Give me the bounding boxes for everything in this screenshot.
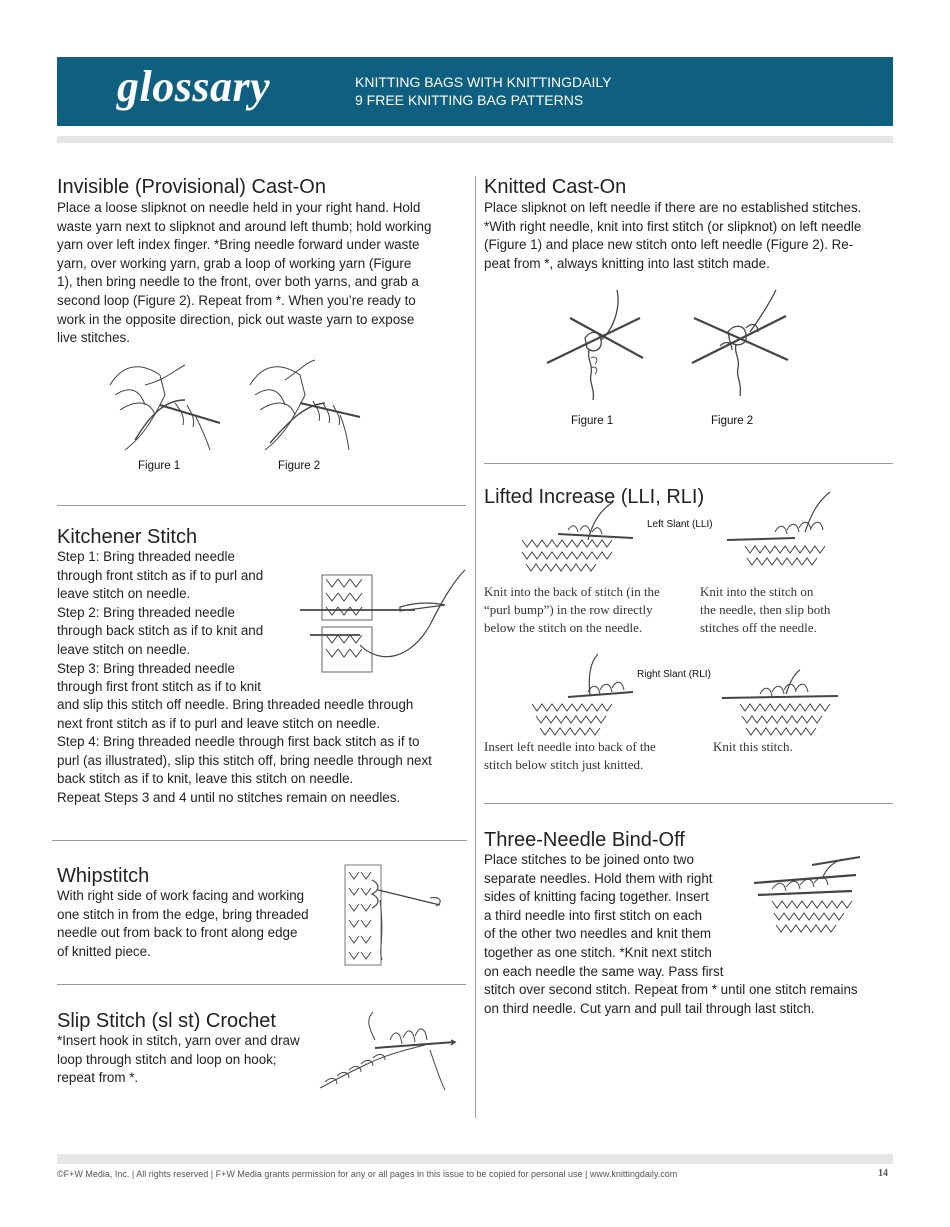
rli-caption-2: Knit this stitch.	[713, 739, 793, 754]
lli-caption-2	[700, 583, 890, 637]
text-line: live stitches.	[57, 330, 130, 346]
header-subtitle-line1: KNITTING BAGS WITH KNITTINGDAILY	[355, 74, 612, 90]
text-line: a third needle into first stitch on each	[484, 907, 703, 923]
text-line: Knit into the back of stitch (in the	[484, 584, 660, 599]
invisible-cast-on-figure1-illustration	[105, 355, 225, 455]
lli-step2-illustration	[725, 490, 840, 575]
text-line: stitches off the needle.	[700, 620, 817, 635]
text-line: below the stitch on the needle.	[484, 620, 643, 635]
text-line: Step 3: Bring threaded needle	[57, 660, 235, 676]
whipstitch-title: Whipstitch	[57, 865, 150, 887]
rli-caption-1	[484, 738, 694, 774]
text-line: *With right needle, knit into first stitch (or slipknot) on left needle	[484, 218, 862, 234]
text-line: leave stitch on needle.	[57, 586, 191, 602]
three-needle-text-narrow	[484, 851, 744, 981]
knitted-cast-on-figure1-illustration	[545, 288, 645, 403]
text-line: separate needles. Hold them with right	[484, 870, 713, 886]
text-line: and slip this stitch off needle. Bring threaded needle through	[57, 697, 414, 712]
header-banner	[57, 57, 893, 126]
text-line: of knitted piece.	[57, 943, 151, 959]
text-line: repeat from *.	[57, 1070, 139, 1086]
text-line: together as one stitch. *Knit next stitch	[484, 944, 712, 960]
text-line: stitch below stitch just knitted.	[484, 757, 644, 772]
knitted-cast-on-figure2-illustration	[690, 288, 790, 403]
section-divider	[484, 803, 893, 804]
text-line: yarn, over working yarn, grab a loop of working yarn (Figure	[57, 255, 412, 271]
text-line: work in the opposite direction, pick out waste yarn to expose	[57, 311, 415, 327]
kitchener-illustration	[300, 565, 470, 675]
text-line: through front stitch as if to purl and	[57, 567, 264, 583]
text-line: through first front stitch as if to knit	[57, 679, 261, 695]
invisible-cast-on-title: Invisible (Provisional) Cast-On	[57, 176, 326, 198]
text-line: waste yarn next to slipknot and around left thumb; hold working	[57, 218, 432, 234]
knitted-cast-on-figure2-label: Figure 2	[711, 415, 754, 427]
right-slant-label: Right Slant (RLI)	[637, 669, 711, 680]
invisible-cast-on-figure1-label: Figure 1	[138, 460, 181, 472]
text-line: Place slipknot on left needle if there are no established stitches.	[484, 200, 862, 215]
three-needle-text-wide	[484, 981, 894, 1018]
text-line: *Insert hook in stitch, yarn over and draw	[57, 1033, 300, 1048]
text-line: Step 2: Bring threaded needle	[57, 604, 235, 620]
rli-step1-illustration	[528, 652, 638, 737]
footer-copyright: ©F+W Media, Inc. | All rights reserved | F+W Media grants permission for any or all pages in this issue to be copied for personal use | www.knittingdaily.com	[57, 1169, 678, 1179]
text-line: Insert left needle into back of the	[484, 739, 656, 754]
section-divider	[57, 984, 466, 985]
text-line: With right side of work facing and working	[57, 888, 305, 903]
text-line: “purl bump”) in the row directly	[484, 602, 653, 617]
whipstitch-illustration	[340, 860, 450, 970]
knitted-cast-on-title: Knitted Cast-On	[484, 176, 627, 198]
text-line: (Figure 1) and place new stitch onto left needle (Figure 2). Re-	[484, 237, 854, 253]
kitchener-title: Kitchener Stitch	[57, 526, 198, 548]
lli-caption-1	[484, 583, 694, 637]
text-line: Repeat Steps 3 and 4 until no stitches remain on needles.	[57, 789, 401, 805]
slip-stitch-text	[57, 1032, 347, 1088]
text-line: next front stitch as if to purl and leave stitch on needle.	[57, 715, 381, 731]
knitted-cast-on-figure1-label: Figure 1	[571, 415, 614, 427]
invisible-cast-on-text	[57, 199, 467, 348]
text-line: peat from *, always knitting into last stitch made.	[484, 255, 770, 271]
text-line: on third needle. Cut yarn and pull tail through last stitch.	[484, 1000, 815, 1016]
text-line: needle out from back to front along edge	[57, 925, 298, 941]
header-subtitle	[355, 73, 611, 109]
text-line: stitch over second stitch. Repeat from * until one stitch remains	[484, 982, 858, 997]
page-title: glossary	[117, 62, 271, 111]
invisible-cast-on-figure2-illustration	[245, 355, 365, 455]
three-needle-title: Three-Needle Bind-Off	[484, 829, 685, 851]
text-line: Step 1: Bring threaded needle	[57, 549, 235, 564]
text-line: loop through stitch and loop on hook;	[57, 1051, 277, 1067]
section-divider	[57, 505, 466, 506]
page-number: 14	[878, 1168, 888, 1179]
column-divider	[475, 176, 476, 1118]
text-line: back stitch as if to knit, leave this stitch on needle.	[57, 771, 354, 787]
text-line: second loop (Figure 2). Repeat from *. When you’re ready to	[57, 292, 416, 308]
three-needle-illustration	[752, 855, 862, 945]
slip-stitch-illustration	[315, 1010, 465, 1095]
text-line: yarn over left index finger. *Bring needle forward under waste	[57, 237, 420, 253]
kitchener-text-wide	[57, 696, 469, 808]
text-line: sides of knitting facing together. Insert	[484, 889, 709, 905]
text-line: of the other two needles and knit them	[484, 926, 712, 942]
knitted-cast-on-text	[484, 199, 894, 273]
text-line: purl (as illustrated), slip this stitch off, bring needle through next	[57, 752, 432, 768]
text-line: 1), then bring needle to the front, over both yarns, and grab a	[57, 274, 419, 290]
text-line: one stitch in from the edge, bring threaded	[57, 906, 309, 922]
text-line: leave stitch on needle.	[57, 641, 191, 657]
lli-step1-illustration	[518, 500, 636, 575]
text-line: through back stitch as if to knit and	[57, 623, 264, 639]
header-subtitle-line2: 9 FREE KNITTING BAG PATTERNS	[355, 92, 584, 108]
left-slant-label: Left Slant (LLI)	[647, 519, 713, 530]
kitchener-text-narrow	[57, 548, 317, 697]
lifted-increase-title: Lifted Increase (LLI, RLI)	[484, 486, 705, 508]
text-line: Knit into the stitch on	[700, 584, 814, 599]
text-line: Step 4: Bring threaded needle through first back stitch as if to	[57, 734, 420, 750]
header-rule	[57, 136, 893, 143]
section-divider	[52, 840, 467, 841]
text-line: Place stitches to be joined onto two	[484, 852, 694, 867]
slip-stitch-title: Slip Stitch (sl st) Crochet	[57, 1010, 276, 1032]
text-line: on each needle the same way. Pass first	[484, 963, 724, 979]
section-divider	[484, 463, 893, 464]
rli-step2-illustration	[720, 668, 840, 738]
text-line: the needle, then slip both	[700, 602, 831, 617]
text-line: Place a loose slipknot on needle held in your right hand. Hold	[57, 200, 421, 215]
whipstitch-text	[57, 887, 347, 961]
invisible-cast-on-figure2-label: Figure 2	[278, 460, 321, 472]
footer-rule	[57, 1154, 893, 1164]
